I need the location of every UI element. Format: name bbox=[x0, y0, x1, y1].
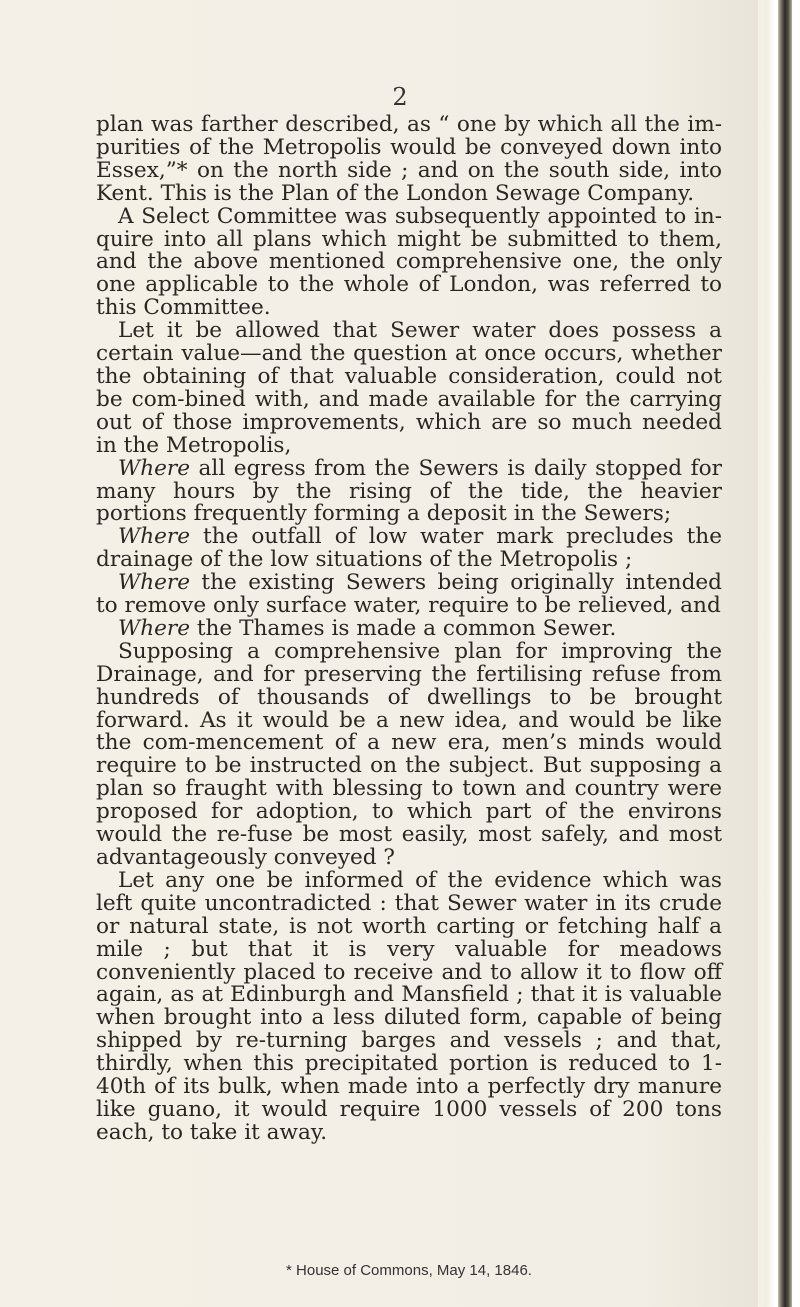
paragraph: Where the existing Sewers being originally intended to remove only surface water, require to be relieved, and bbox=[96, 570, 722, 619]
paragraph: Supposing a comprehensive plan for improving the Drainage, and for preserving the fertilising refuse from hundreds of thousands of dwellings to be brought forward. As it would be a new idea, and would be like the com-mencement of a new era, men’s minds would require to be instructed on the subject. But supposing a plan so fraught with blessing to town and country were proposed for adoption, to which part of the environs would the re-fuse be most easily, most safely, and most advantageously conveyed ? bbox=[96, 638, 722, 870]
paragraph: Where the Thames is made a common Sewer. bbox=[118, 615, 617, 641]
body-text bbox=[96, 114, 722, 1145]
binding-shadow bbox=[778, 0, 792, 1307]
page-number: 2 bbox=[392, 83, 408, 111]
page-binding-edge bbox=[758, 0, 800, 1307]
paragraph: Let any one be informed of the evidence which was left quite uncontradicted : that Sewer water in its crude or natural state, is not worth carting or fetching half a mile ; but that it is very valuable for meadows conveniently placed to receive and to allow it to flow off again, as at Edinburgh and Mansfield ; that it is valuable when brought into a less diluted form, capable of being shipped by re-turning barges and vessels ; and that, thirdly, when this precipitated portion is reduced to 1-40th of its bulk, when made into a perfectly dry manure like guano, it would require 1000 vessels of 200 tons each, to take it away. bbox=[96, 867, 722, 1145]
paragraph: plan was farther described, as “ one by which all the im-purities of the Metropolis would be conveyed down into Essex,”* on the north side ; and on the south side, into Kent. This is the Plan of the London Sewage Company. bbox=[96, 112, 722, 206]
paragraph: Where the outfall of low water mark precludes the drainage of the low situations of the Metropolis ; bbox=[96, 524, 722, 573]
paragraph: Where all egress from the Sewers is daily stopped for many hours by the rising of the tide, the heavier portions frequently forming a deposit in the Sewers; bbox=[96, 455, 722, 527]
paragraph: A Select Committee was subsequently appointed to in-quire into all plans which might be submitted to them, and the above mentioned comprehensive one, the only one applicable to the whole of London, was referred to this Committee. bbox=[96, 203, 722, 321]
paragraph: Let it be allowed that Sewer water does possess a certain value—and the question at once occurs, whether the obtaining of that valuable consideration, could not be com-bined with, and made available for the carrying out of those improvements, which are so much needed in the Metropolis, bbox=[96, 318, 722, 458]
footnote: * House of Commons, May 14, 1846. bbox=[286, 1262, 532, 1279]
